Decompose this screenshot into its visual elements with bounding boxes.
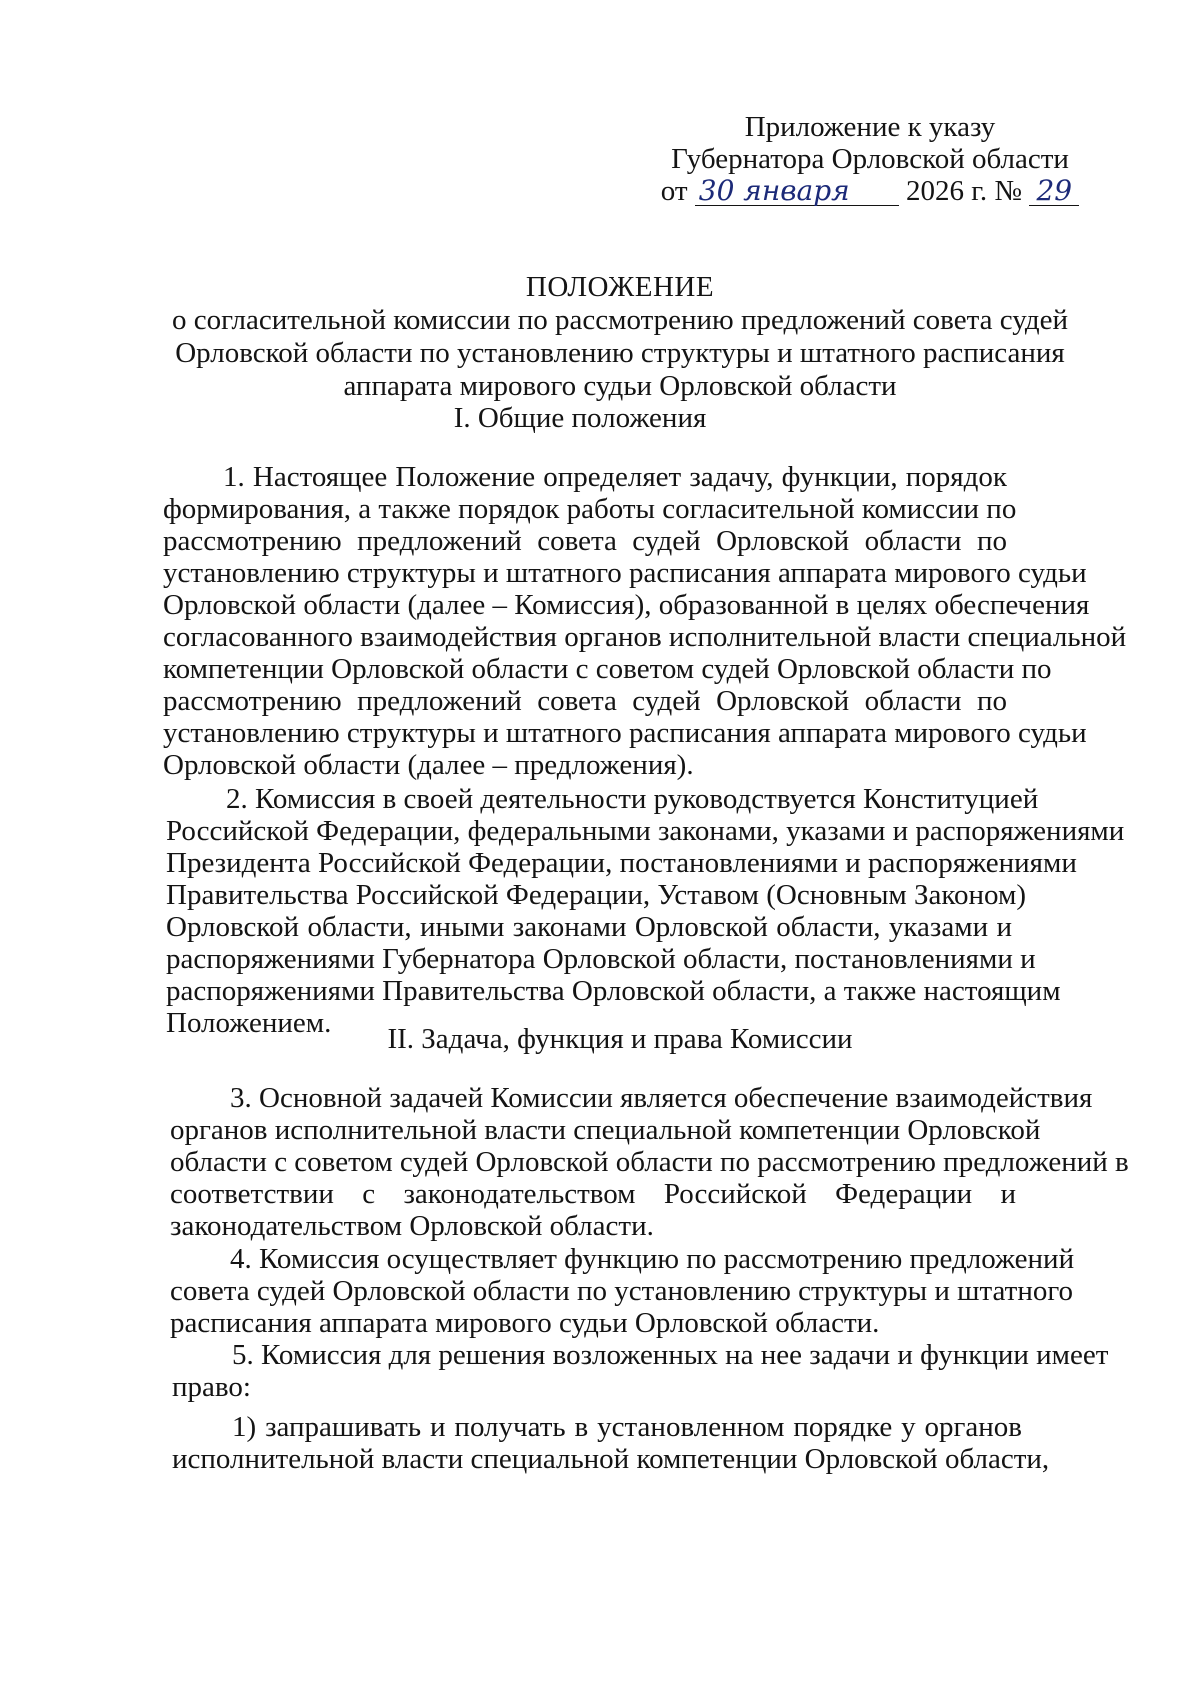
paragraph-line: рассмотрению предложений совета судей Орловской области по: [163, 525, 1007, 557]
paragraph-3: [170, 1082, 1129, 1243]
paragraph-line: соответствии с законодательством Российской Федерации и: [170, 1178, 1016, 1210]
appendix-line-2: Губернатора Орловской области: [671, 143, 1069, 175]
date-suffix: 2026 г. №: [906, 175, 1023, 207]
paragraph-line: право:: [172, 1371, 251, 1403]
paragraph-line: законодательством Орловской области.: [170, 1210, 654, 1242]
paragraph-line: 2. Комиссия в своей деятельности руководствуется Конституцией: [226, 783, 1039, 815]
paragraph-line: Орловской области (далее – Комиссия), образованной в целях обеспечения: [163, 589, 1090, 621]
paragraph-line: 5. Комиссия для решения возложенных на нее задачи и функции имеет: [232, 1339, 1109, 1371]
paragraph-line: формирования, а также порядок работы согласительной комиссии по: [163, 493, 1017, 525]
document-subtitle-line-3: аппарата мирового судьи Орловской области: [343, 370, 897, 402]
paragraph-line: установлению структуры и штатного расписания аппарата мирового судьи: [163, 557, 1087, 589]
paragraph-line: Президента Российской Федерации, постановлениями и распоряжениями: [166, 847, 1077, 879]
paragraph-line: Орловской области, иными законами Орловской области, указами и: [166, 911, 1012, 943]
paragraph-6: [172, 1411, 1050, 1476]
paragraph-4: [170, 1243, 1075, 1340]
document-title: ПОЛОЖЕНИЕ: [525, 271, 715, 303]
paragraph-5: [172, 1339, 1109, 1404]
paragraph-line: расписания аппарата мирового судьи Орловской области.: [170, 1307, 880, 1339]
paragraph-line: 3. Основной задачей Комиссии является обеспечение взаимодействия: [230, 1082, 1093, 1114]
paragraph-line: области с советом судей Орловской области по рассмотрению предложений в: [170, 1146, 1129, 1178]
paragraph-line: Орловской области (далее – предложения).: [163, 749, 694, 781]
paragraph-line: рассмотрению предложений совета судей Орловской области по: [163, 685, 1007, 717]
paragraph-line: исполнительной власти специальной компетенции Орловской области,: [172, 1443, 1050, 1475]
paragraph-line: 1) запрашивать и получать в установленном порядке у органов: [232, 1411, 1022, 1443]
appendix-line-1: Приложение к указу: [744, 111, 996, 143]
document-subtitle-line-1: о согласительной комиссии по рассмотрению предложений совета судей: [171, 304, 1069, 336]
document-subtitle-line-2: Орловской области по установлению структуры и штатного расписания: [175, 337, 1065, 369]
paragraph-line: распоряжениями Губернатора Орловской области, постановлениями и: [166, 943, 1036, 975]
paragraph-line: распоряжениями Правительства Орловской области, а также настоящим: [166, 975, 1061, 1007]
paragraph-line: Российской Федерации, федеральными законами, указами и распоряжениями: [166, 815, 1125, 847]
paragraph-line: 1. Настоящее Положение определяет задачу, функции, порядок: [223, 461, 1007, 493]
paragraph-line: Положением.: [166, 1007, 332, 1039]
handwritten-date: 30 января: [695, 177, 899, 206]
date-prefix: от: [660, 175, 688, 207]
document-title-block: [120, 272, 1120, 404]
paragraph-line: 4. Комиссия осуществляет функцию по рассмотрению предложений: [230, 1243, 1075, 1275]
paragraph-2: [166, 783, 1125, 1040]
appendix-date-line: [660, 176, 1080, 208]
paragraph-line: согласованного взаимодействия органов исполнительной власти специальной: [163, 621, 1127, 653]
handwritten-number: 29: [1029, 177, 1079, 206]
section-heading-2: II. Задача, функция и права Комиссии: [387, 1023, 853, 1055]
appendix-header: [660, 112, 1080, 208]
section-heading-1: I. Общие положения: [453, 402, 707, 434]
paragraph-line: органов исполнительной власти специальной компетенции Орловской: [170, 1114, 1041, 1146]
paragraph-line: компетенции Орловской области с советом судей Орловской области по: [163, 653, 1052, 685]
paragraph-line: установлению структуры и штатного расписания аппарата мирового судьи: [163, 717, 1087, 749]
paragraph-line: совета судей Орловской области по установлению структуры и штатного: [170, 1275, 1074, 1307]
paragraph-1: [163, 461, 1127, 782]
paragraph-line: Правительства Российской Федерации, Уставом (Основным Законом): [166, 879, 1027, 911]
